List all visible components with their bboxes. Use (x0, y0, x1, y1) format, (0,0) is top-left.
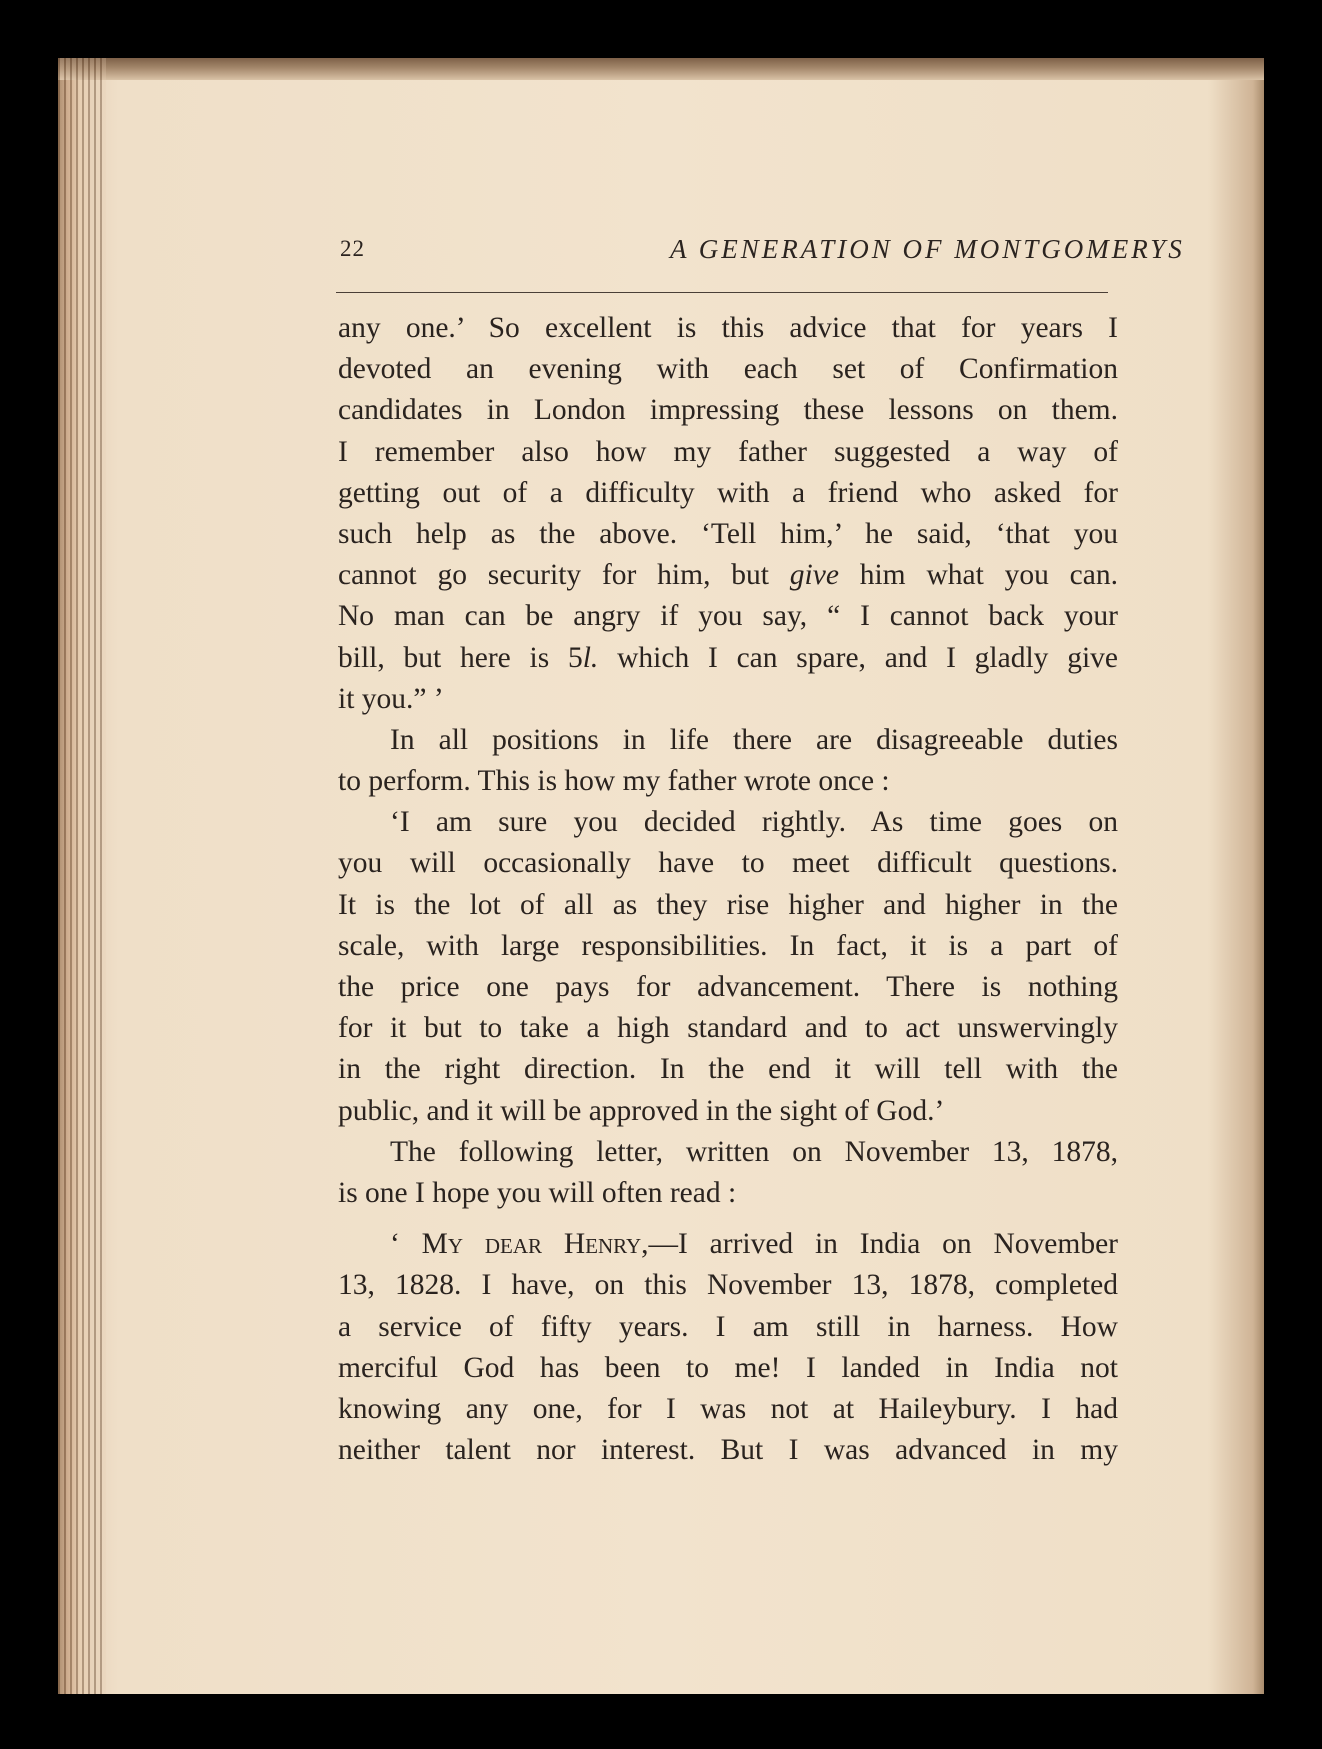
text-line: such help as the above. ‘Tell him,’ he said, ‘that you (338, 517, 1118, 550)
text-line: merciful God has been to me! I landed in India not (338, 1351, 1118, 1384)
text-segment: cannot go security for him, but (338, 559, 790, 592)
text-line (338, 1224, 1118, 1265)
text-line: for it but to take a high standard and to act unswervingly (338, 1012, 1118, 1045)
text-segment: bill, but here is 5 (338, 641, 583, 674)
small-caps-salutation: My dear Henry (421, 1228, 642, 1261)
running-title: A GENERATION OF MONTGOMERYS (670, 234, 1185, 264)
text-line: It is the lot of all as they rise higher and higher in the (338, 888, 1118, 921)
page-header (282, 234, 1185, 276)
text-line: knowing any one, for I was not at Haileybury. I had (338, 1392, 1118, 1425)
text-line: ‘I am sure you decided rightly. As time goes on (390, 806, 1118, 839)
text-line: In all positions in life there are disagreeable duties (390, 723, 1118, 756)
text-line: scale, with large responsibilities. In fact, it is a part of (338, 929, 1118, 962)
text-line (338, 555, 1118, 596)
text-line: the price one pays for advancement. There is nothing (338, 971, 1118, 1003)
text-line: 13, 1828. I have, on this November 13, 1878, completed (338, 1269, 1118, 1302)
text-line: public, and it will be approved in the sight of God.’ (338, 1094, 945, 1127)
page-number: 22 (340, 236, 365, 261)
text-line: devoted an evening with each set of Confirmation (338, 353, 1118, 386)
text-line: a service of fifty years. I am still in harness. How (338, 1310, 1118, 1343)
body-text (338, 308, 1118, 1471)
text-line: in the right direction. In the end it will tell with the (338, 1053, 1118, 1086)
text-line: it you.” ’ (338, 682, 444, 715)
text-line: neither talent nor interest. But I was advanced in my (338, 1434, 1118, 1467)
text-line: I remember also how my father suggested a way of (338, 435, 1118, 468)
text-line (338, 638, 1118, 679)
text-segment: him what you can. (838, 559, 1118, 592)
text-line: any one.’ So excellent is this advice that for years I (338, 312, 1118, 344)
emphasis-text: give (789, 559, 839, 592)
text-line: you will occasionally have to meet difficult questions. (338, 847, 1118, 880)
text-line: getting out of a difficulty with a friend who asked for (338, 476, 1118, 509)
header-rule (336, 292, 1108, 293)
text-segment: which I can spare, and I gladly give (598, 641, 1118, 674)
text-line: is one I hope you will often read : (338, 1176, 737, 1209)
text-line: No man can be angry if you say, “ I cannot back your (338, 600, 1118, 633)
text-segment: ,—I arrived in India on November (641, 1228, 1118, 1261)
text-line: candidates in London impressing these lessons on them. (338, 394, 1118, 427)
emphasis-text: l. (582, 641, 599, 674)
paragraph-gap (338, 1214, 1118, 1224)
text-line: The following letter, written on November 13, 1878, (390, 1135, 1118, 1168)
text-segment: ‘ (390, 1228, 422, 1261)
text-line: to perform. This is how my father wrote once : (338, 765, 890, 798)
